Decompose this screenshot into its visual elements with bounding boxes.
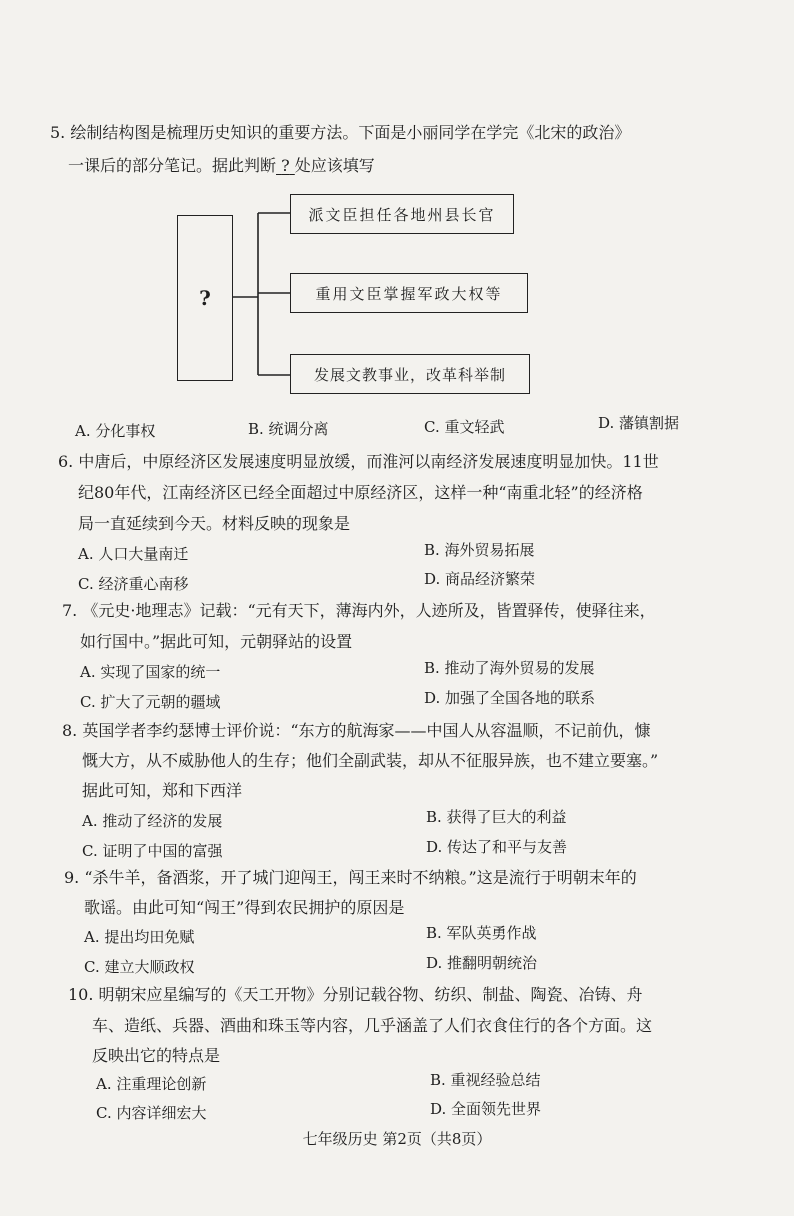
q10-line-2: 车、造纸、兵器、酒曲和珠玉等内容，几乎涵盖了人们衣食住行的各个方面。这 (92, 1016, 653, 1035)
q10-option-a: A. 注重理论创新 (96, 1075, 207, 1093)
q9-line-2: 歌谣。由此可知“闯王”得到农民拥护的原因是 (84, 898, 405, 917)
q5-diagram-center-box (177, 215, 233, 381)
q8-line-3: 据此可知，郑和下西洋 (82, 781, 243, 800)
q6-option-b: B. 海外贸易拓展 (424, 541, 535, 559)
q6-option-c: C. 经济重心南移 (78, 575, 189, 593)
q5-line-2-text: 一课后的部分笔记。据此判断 (68, 156, 277, 175)
q5-option-b: B. 统调分离 (248, 420, 329, 438)
q8-option-d: D. 传达了和平与友善 (426, 838, 568, 856)
q9-option-a: A. 提出均田免赋 (84, 928, 195, 946)
q10-option-c: C. 内容详细宏大 (96, 1104, 207, 1122)
q10-line-3: 反映出它的特点是 (92, 1046, 221, 1065)
q8-option-b: B. 获得了巨大的利益 (426, 808, 567, 826)
q6-line-2: 纪80年代，江南经济区已经全面超过中原经济区，这样一种“南重北轻”的经济格 (78, 483, 643, 502)
q5-blank: ? (281, 156, 290, 175)
q10-option-b: B. 重视经验总结 (430, 1071, 541, 1089)
q9-line-1: 9. “杀牛羊，备酒浆，开了城门迎闯王，闯王来时不纳粮。”这是流行于明朝末年的 (64, 868, 637, 887)
q8-option-c: C. 证明了中国的富强 (82, 842, 223, 860)
q7-option-c: C. 扩大了元朝的疆域 (80, 693, 221, 711)
page-footer: 七年级历史 第2页（共8页） (302, 1130, 492, 1148)
q5-diagram-box-3: 发展文教事业，改革科举制 (290, 354, 530, 394)
q8-line-2: 慨大方，从不威胁他人的生存；他们全副武装，却从不征服异族，也不建立要塞。” (82, 751, 659, 770)
q5-option-a: A. 分化事权 (75, 422, 156, 440)
q5-diagram-center-label: ? (199, 286, 211, 310)
q5-diagram-box-1: 派文臣担任各地州县长官 (290, 194, 514, 234)
q10-line-1: 10. 明朝宋应星编写的《天工开物》分别记载谷物、纺织、制盐、陶瓷、冶铸、舟 (68, 985, 643, 1004)
q9-option-c: C. 建立大顺政权 (84, 958, 195, 976)
q7-option-d: D. 加强了全国各地的联系 (424, 689, 596, 707)
q6-option-a: A. 人口大量南迁 (78, 545, 189, 563)
q5-option-c: C. 重文轻武 (424, 418, 505, 436)
q7-option-a: A. 实现了国家的统一 (80, 663, 221, 681)
q6-line-3: 局一直延续到今天。材料反映的现象是 (78, 514, 351, 533)
q5-option-d: D. 藩镇割据 (598, 414, 680, 432)
q6-line-1: 6. 中唐后，中原经济区发展速度明显放缓，而淮河以南经济发展速度明显加快。11世 (58, 452, 659, 471)
q7-line-1: 7. 《元史·地理志》记载：“元有天下，薄海内外，人迹所及，皆置驿传，使驿往来， (62, 601, 656, 620)
q6-option-d: D. 商品经济繁荣 (424, 570, 536, 588)
q8-line-1: 8. 英国学者李约瑟博士评价说：“东方的航海家——中国人从容温顺，不记前仇，慷 (62, 721, 651, 740)
q5-diagram-box-2: 重用文臣掌握军政大权等 (290, 273, 528, 313)
q7-line-2: 如行国中。”据此可知，元朝驿站的设置 (80, 632, 353, 651)
q9-option-d: D. 推翻明朝统治 (426, 954, 538, 972)
q8-option-a: A. 推动了经济的发展 (82, 812, 223, 830)
q7-option-b: B. 推动了海外贸易的发展 (424, 659, 595, 677)
q5-line-1: 5. 绘制结构图是梳理历史知识的重要方法。下面是小丽同学在学完《北宋的政治》 (50, 123, 631, 142)
q10-option-d: D. 全面领先世界 (430, 1100, 542, 1118)
q5-line-2-tail: 处应该填写 (294, 156, 375, 175)
q9-option-b: B. 军队英勇作战 (426, 924, 537, 942)
